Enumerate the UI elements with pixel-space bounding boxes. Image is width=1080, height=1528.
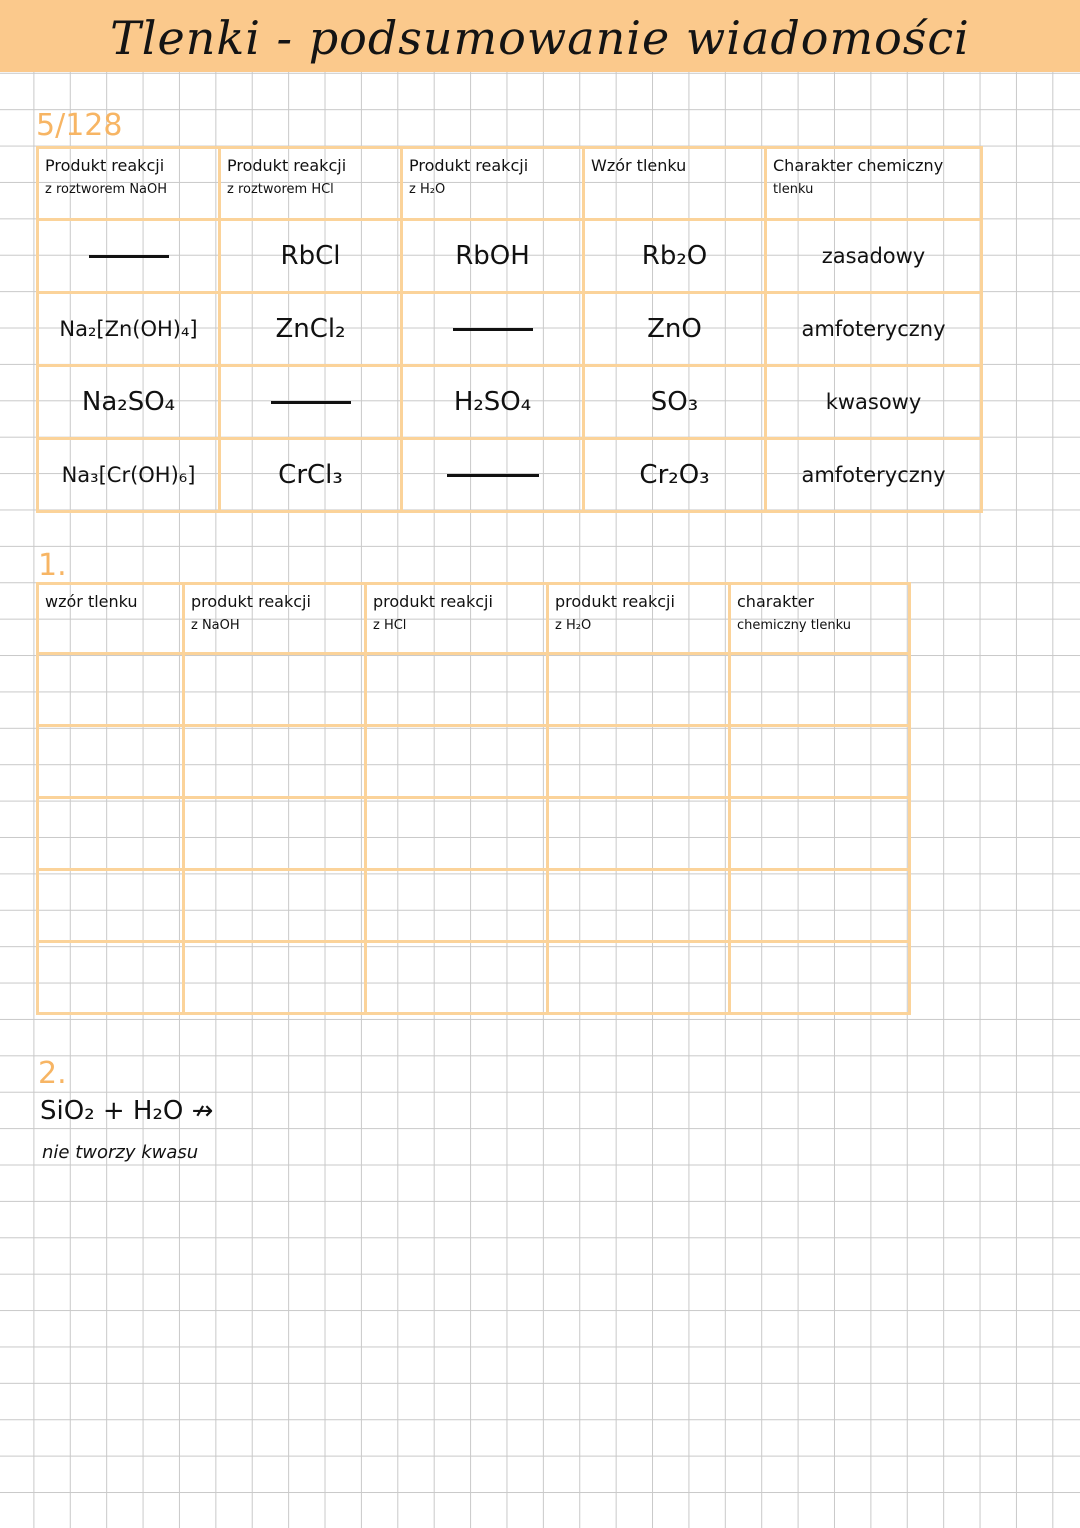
empty-cell [184, 942, 366, 1014]
table-row [38, 654, 910, 726]
empty-dash [453, 328, 533, 331]
header-hcl-product: Produkt reakcji z roztworem HCl [220, 148, 402, 220]
empty-cell [366, 798, 548, 870]
cell-r2-hcl: ZnCl₂ [220, 293, 402, 366]
empty-cell [730, 942, 910, 1014]
empty-cell [38, 654, 184, 726]
empty-cell [366, 726, 548, 798]
cell-r2-water [402, 293, 584, 366]
header-hcl-product: produkt reakcji z HCl [366, 584, 548, 654]
empty-dash [89, 255, 169, 258]
silica-water-equation: SiO₂ + H₂O ↛ [40, 1096, 214, 1126]
empty-cell [730, 798, 910, 870]
empty-cell [184, 654, 366, 726]
header-water-product: Produkt reakcji z H₂O [402, 148, 584, 220]
empty-cell [548, 798, 730, 870]
table-row [38, 220, 982, 293]
table-row [38, 366, 982, 439]
empty-cell [730, 870, 910, 942]
cell-r4-character: amfoteryczny [766, 439, 982, 512]
header-chemical-character: Charakter chemiczny tlenku [766, 148, 982, 220]
cell-r4-hcl: CrCl₃ [220, 439, 402, 512]
header-chemical-character: charakter chemiczny tlenku [730, 584, 910, 654]
cell-r2-character: amfoteryczny [766, 293, 982, 366]
header-naoh-product: Produkt reakcji z roztworem NaOH [38, 148, 220, 220]
table-row [38, 942, 910, 1014]
cell-r4-naoh: Na₃[Cr(OH)₆] [38, 439, 220, 512]
oxide-summary-table [36, 146, 983, 513]
page-title: Tlenki - podsumowanie wiadomości [110, 11, 970, 65]
empty-cell [184, 798, 366, 870]
cell-r3-water: H₂SO₄ [402, 366, 584, 439]
empty-cell [730, 654, 910, 726]
cell-r1-oxide: Rb₂O [584, 220, 766, 293]
header-oxide-formula: Wzór tlenku [584, 148, 766, 220]
no-acid-note: nie tworzy kwasu [42, 1142, 199, 1163]
empty-cell [38, 870, 184, 942]
section-label-1: 1. [38, 548, 67, 583]
empty-cell [548, 870, 730, 942]
empty-cell [184, 870, 366, 942]
empty-cell [184, 726, 366, 798]
cell-r2-naoh: Na₂[Zn(OH)₄] [38, 293, 220, 366]
table-header-row [38, 148, 982, 220]
table-row [38, 870, 910, 942]
empty-cell [548, 942, 730, 1014]
empty-cell [38, 798, 184, 870]
empty-cell [366, 870, 548, 942]
empty-cell [366, 654, 548, 726]
header-naoh-product: produkt reakcji z NaOH [184, 584, 366, 654]
section-label-5-128: 5/128 [36, 108, 123, 143]
empty-cell [38, 726, 184, 798]
cell-r3-hcl [220, 366, 402, 439]
empty-cell [548, 726, 730, 798]
empty-cell [548, 654, 730, 726]
cell-r2-oxide: ZnO [584, 293, 766, 366]
empty-cell [38, 942, 184, 1014]
empty-dash [447, 474, 539, 477]
table-row [38, 798, 910, 870]
section-label-2: 2. [38, 1056, 67, 1091]
cell-r4-oxide: Cr₂O₃ [584, 439, 766, 512]
empty-cell [366, 942, 548, 1014]
cell-r4-water [402, 439, 584, 512]
header-oxide-formula: wzór tlenku [38, 584, 184, 654]
cell-r1-water: RbOH [402, 220, 584, 293]
cell-r1-naoh [38, 220, 220, 293]
cell-r3-naoh: Na₂SO₄ [38, 366, 220, 439]
cell-r3-oxide: SO₃ [584, 366, 766, 439]
header-water-product: produkt reakcji z H₂O [548, 584, 730, 654]
table-row [38, 726, 910, 798]
table-header-row [38, 584, 910, 654]
table-row [38, 439, 982, 512]
cell-r1-hcl: RbCl [220, 220, 402, 293]
table-row [38, 293, 982, 366]
cell-r1-character: zasadowy [766, 220, 982, 293]
empty-cell [730, 726, 910, 798]
empty-oxide-table [36, 582, 911, 1015]
cell-r3-character: kwasowy [766, 366, 982, 439]
empty-dash [271, 401, 351, 404]
